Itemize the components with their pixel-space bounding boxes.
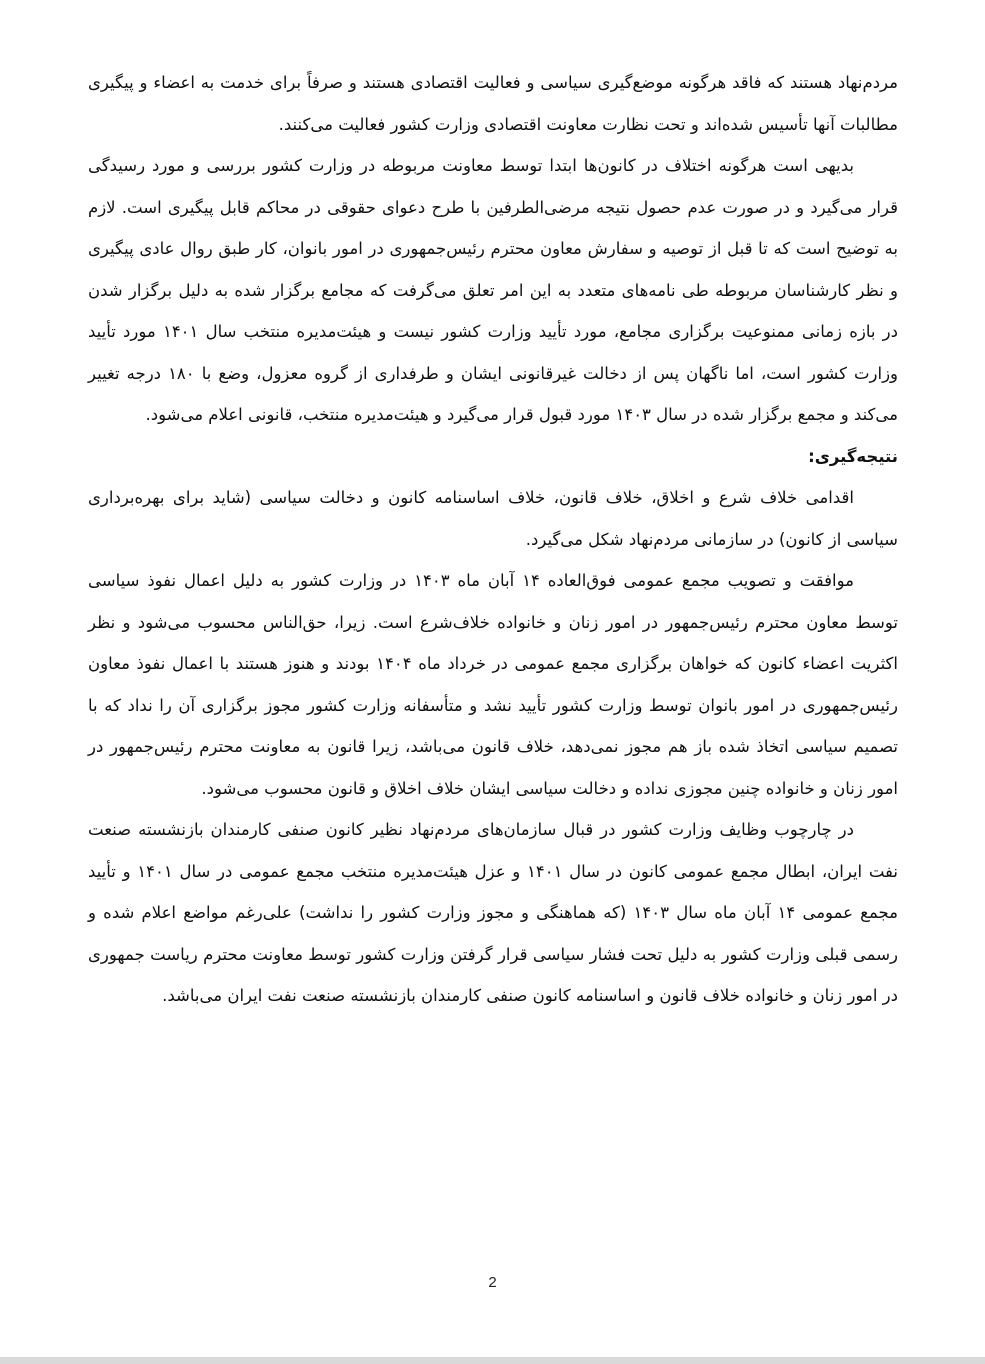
document-body (88, 62, 898, 1017)
paragraph-intro-continuation: مردم‌نهاد هستند که فاقد هرگونه موضع‌گیری سیاسی و فعالیت اقتصادی هستند و صرفاً برای خدمت به اعضاء و پیگیری مطالبات آنها تأسیس شده‌اند و تحت نظارت معاونت اقتصادی وزارت کشور فعالیت می‌کنند. (88, 73, 898, 134)
conclusion-heading: نتیجه‌گیری: (808, 446, 898, 466)
paragraph-general-assembly-approval: موافقت و تصویب مجمع عمومی فوق‌العاده ۱۴ آبان ماه ۱۴۰۳ در وزارت کشور به دلیل اعمال نفوذ سیاسی توسط معاون محترم رئیس‌جمهور در امور زنان و خانواده خلاف‌شرع است. زیرا، حق‌الناس محسوب می‌شود و نظر اکثریت اعضاء کانون که خواهان برگزاری مجمع عمومی در خرداد ماه ۱۴۰۴ بودند و هنوز هستند با اعمال نفوذ معاون رئیس‌جمهوری در امور بانوان توسط وزارت کشور تأیید نشد و متأسفانه وزارت کشور مجوز برگزاری آن را نداد که با تصمیم سیاسی اتخاذ شده باز هم مجوز نمی‌دهد، خلاف قانون می‌باشد، زیرا قانون به معاونت محترم رئیس‌جمهور در امور زنان و خانواده چنین مجوزی نداده و دخالت سیاسی ایشان خلاف اخلاق و قانون محسوب می‌شود. (88, 571, 898, 798)
paragraph-conclusion-summary: اقدامی خلاف شرع و اخلاق، خلاف قانون، خلاف اساسنامه کانون و دخالت سیاسی (شاید برای بهره‌برداری سیاسی از کانون) در سازمانی مردم‌نهاد شکل می‌گیرد. (88, 488, 898, 549)
paragraph-ministry-duties: در چارچوب وظایف وزارت کشور در قبال سازمان‌های مردم‌نهاد نظیر کانون صنفی کارمندان بازنشسته صنعت نفت ایران، ابطال مجمع عمومی کانون در سال ۱۴۰۱ و عزل هیئت‌مدیره منتخب مجمع عمومی در سال ۱۴۰۱ و تأیید مجمع عمومی ۱۴ آبان ماه سال ۱۴۰۳ (که هماهنگی و مجوز وزارت کشور را نداشت) علی‌رغم مواضع اعلام شده و رسمی قبلی وزارت کشور به دلیل تحت فشار سیاسی قرار گرفتن وزارت کشور توسط معاونت محترم ریاست جمهوری در امور زنان و خانواده خلاف قانون و اساسنامه کانون صنفی کارمندان بازنشسته صنعت نفت ایران می‌باشد. (88, 820, 898, 1005)
page-number: 2 (488, 1274, 497, 1291)
page-bottom-divider (0, 1357, 985, 1364)
paragraph-dispute-resolution: بدیهی است هرگونه اختلاف در کانون‌ها ابتدا توسط معاونت مربوطه در وزارت کشور بررسی و مورد رسیدگی قرار می‌گیرد و در صورت عدم حصول نتیجه مرضی‌الطرفین با طرح دعوای حقوقی در محاکم قابل پیگیری است. لازم به توضیح است که تا قبل از توصیه و سفارش معاون محترم رئیس‌جمهوری در امور بانوان، کار طبق روال عادی پیگیری و نظر کارشناسان مربوطه طی نامه‌های متعدد به این امر تعلق می‌گرفت که مجامع برگزار شده به دلیل برگزار شدن در بازه زمانی ممنوعیت برگزاری مجامع، مورد تأیید وزارت کشور نیست و هیئت‌مدیره منتخب سال ۱۴۰۱ مورد تأیید وزارت کشور است، اما ناگهان پس از دخالت غیرقانونی ایشان و طرفداری از گروه معزول، وضع با ۱۸۰ درجه تغییر می‌کند و مجمع برگزار شده در سال ۱۴۰۳ مورد قبول قرار می‌گیرد و هیئت‌مدیره منتخب، قانونی اعلام می‌شود. (88, 156, 899, 424)
